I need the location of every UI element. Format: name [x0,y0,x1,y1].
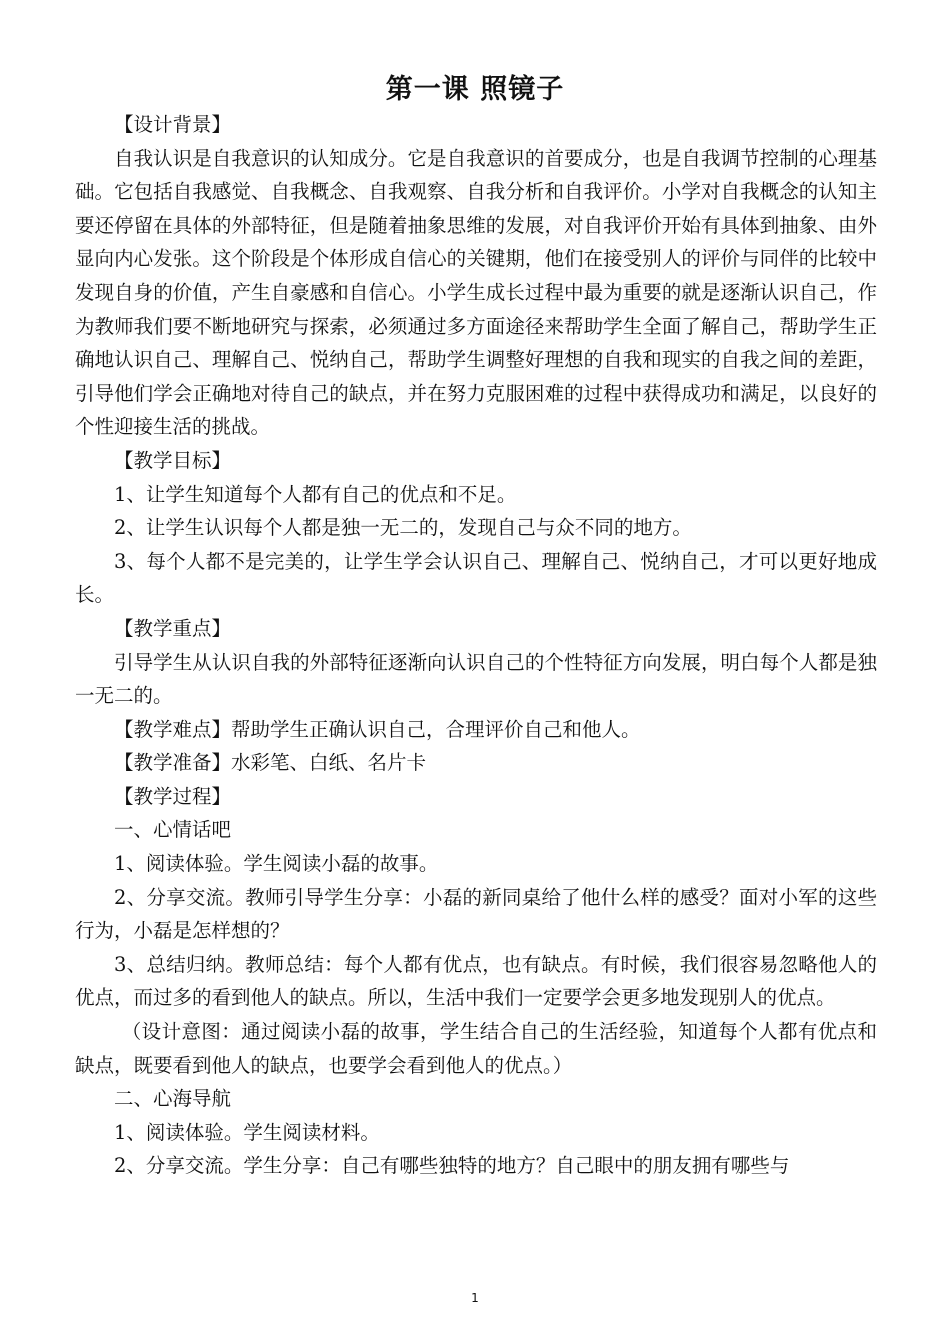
page-number: 1 [471,1291,479,1305]
goal-item-1: 1、让学生知道每个人都有自己的优点和不足。 [114,482,517,506]
section-heading-key-points: 【教学重点】 [114,616,232,640]
process-step-1-3: 3、总结归纳。教师总结：每个人都有优点，也有缺点。有时候，我们很容易忽略他人的优点，而过多的看到他人的缺点。所以，生活中我们一定要学会更多地发现别人的优点。 [75,952,877,1010]
section-heading-background: 【设计背景】 [114,113,232,136]
design-intent-note: （设计意图：通过阅读小磊的故事，学生结合自己的生活经验，知道每个人都有优点和缺点，既要看到他人的缺点，也要学会看到他人的优点。） [75,1020,877,1077]
subsection-heading-2: 二、心海导航 [114,1087,232,1111]
paragraph-key-points: 引导学生从认识自我的外部特征逐渐向认识自己的个性特征方向发展，明白每个人都是独一无二的。 [75,650,877,708]
paragraph-background: 自我认识是自我意识的认知成分。它是自我意识的首要成分，也是自我调节控制的心理基础。它包括自我感觉、自我概念、自我观察、自我分析和自我评价。小学对自我概念的认知主要还停留在具体的外部特征，但是随着抽象思维的发展，对自我评价开始有具体到抽象、由外显向内心发张。这个阶段是个体形成自信心的关键期，他们在接受别人的评价与同伴的比较中发现自身的价值，产生自豪感和自信心。小学生成长过程中最为重要的就是逐渐认识自己，作为教师我们要不断地研究与探索，必须通过多方面途径来帮助学生全面了解自己，帮助学生正确地认识自己、理解自己、悦纳自己，帮助学生调整好理想的自我和现实的自我之间的差距，引导他们学会正确地对待自己的缺点，并在努力克服困难的过程中获得成功和满足，以良好的个性迎接生活的挑战。 [75,146,877,439]
section-heading-goals: 【教学目标】 [114,448,232,472]
goal-item-2: 2、让学生认识每个人都是独一无二的，发现自己与众不同的地方。 [114,516,692,540]
goal-item-3: 3、每个人都不是完美的，让学生学会认识自己、理解自己、悦纳自己，才可以更好地成长。 [75,549,877,607]
lesson-body [75,108,877,1183]
process-step-2-1: 1、阅读体验。学生阅读材料。 [114,1120,380,1144]
process-step-1-1: 1、阅读体验。学生阅读小磊的故事。 [114,852,439,876]
section-heading-process: 【教学过程】 [114,784,232,808]
lesson-title: 第一课 照镜子 [385,74,565,105]
paragraph-difficulty: 【教学难点】帮助学生正确认识自己，合理评价自己和他人。 [114,717,641,741]
process-step-1-2: 2、分享交流。教师引导学生分享：小磊的新同桌给了他什么样的感受？面对小军的这些行为，小磊是怎样想的？ [75,885,877,943]
process-step-2-2: 2、分享交流。学生分享：自己有哪些独特的地方？自己眼中的朋友拥有哪些与 [114,1154,790,1178]
subsection-heading-1: 一、心情话吧 [114,818,232,842]
paragraph-preparation: 【教学准备】水彩笔、白纸、名片卡 [114,751,427,775]
